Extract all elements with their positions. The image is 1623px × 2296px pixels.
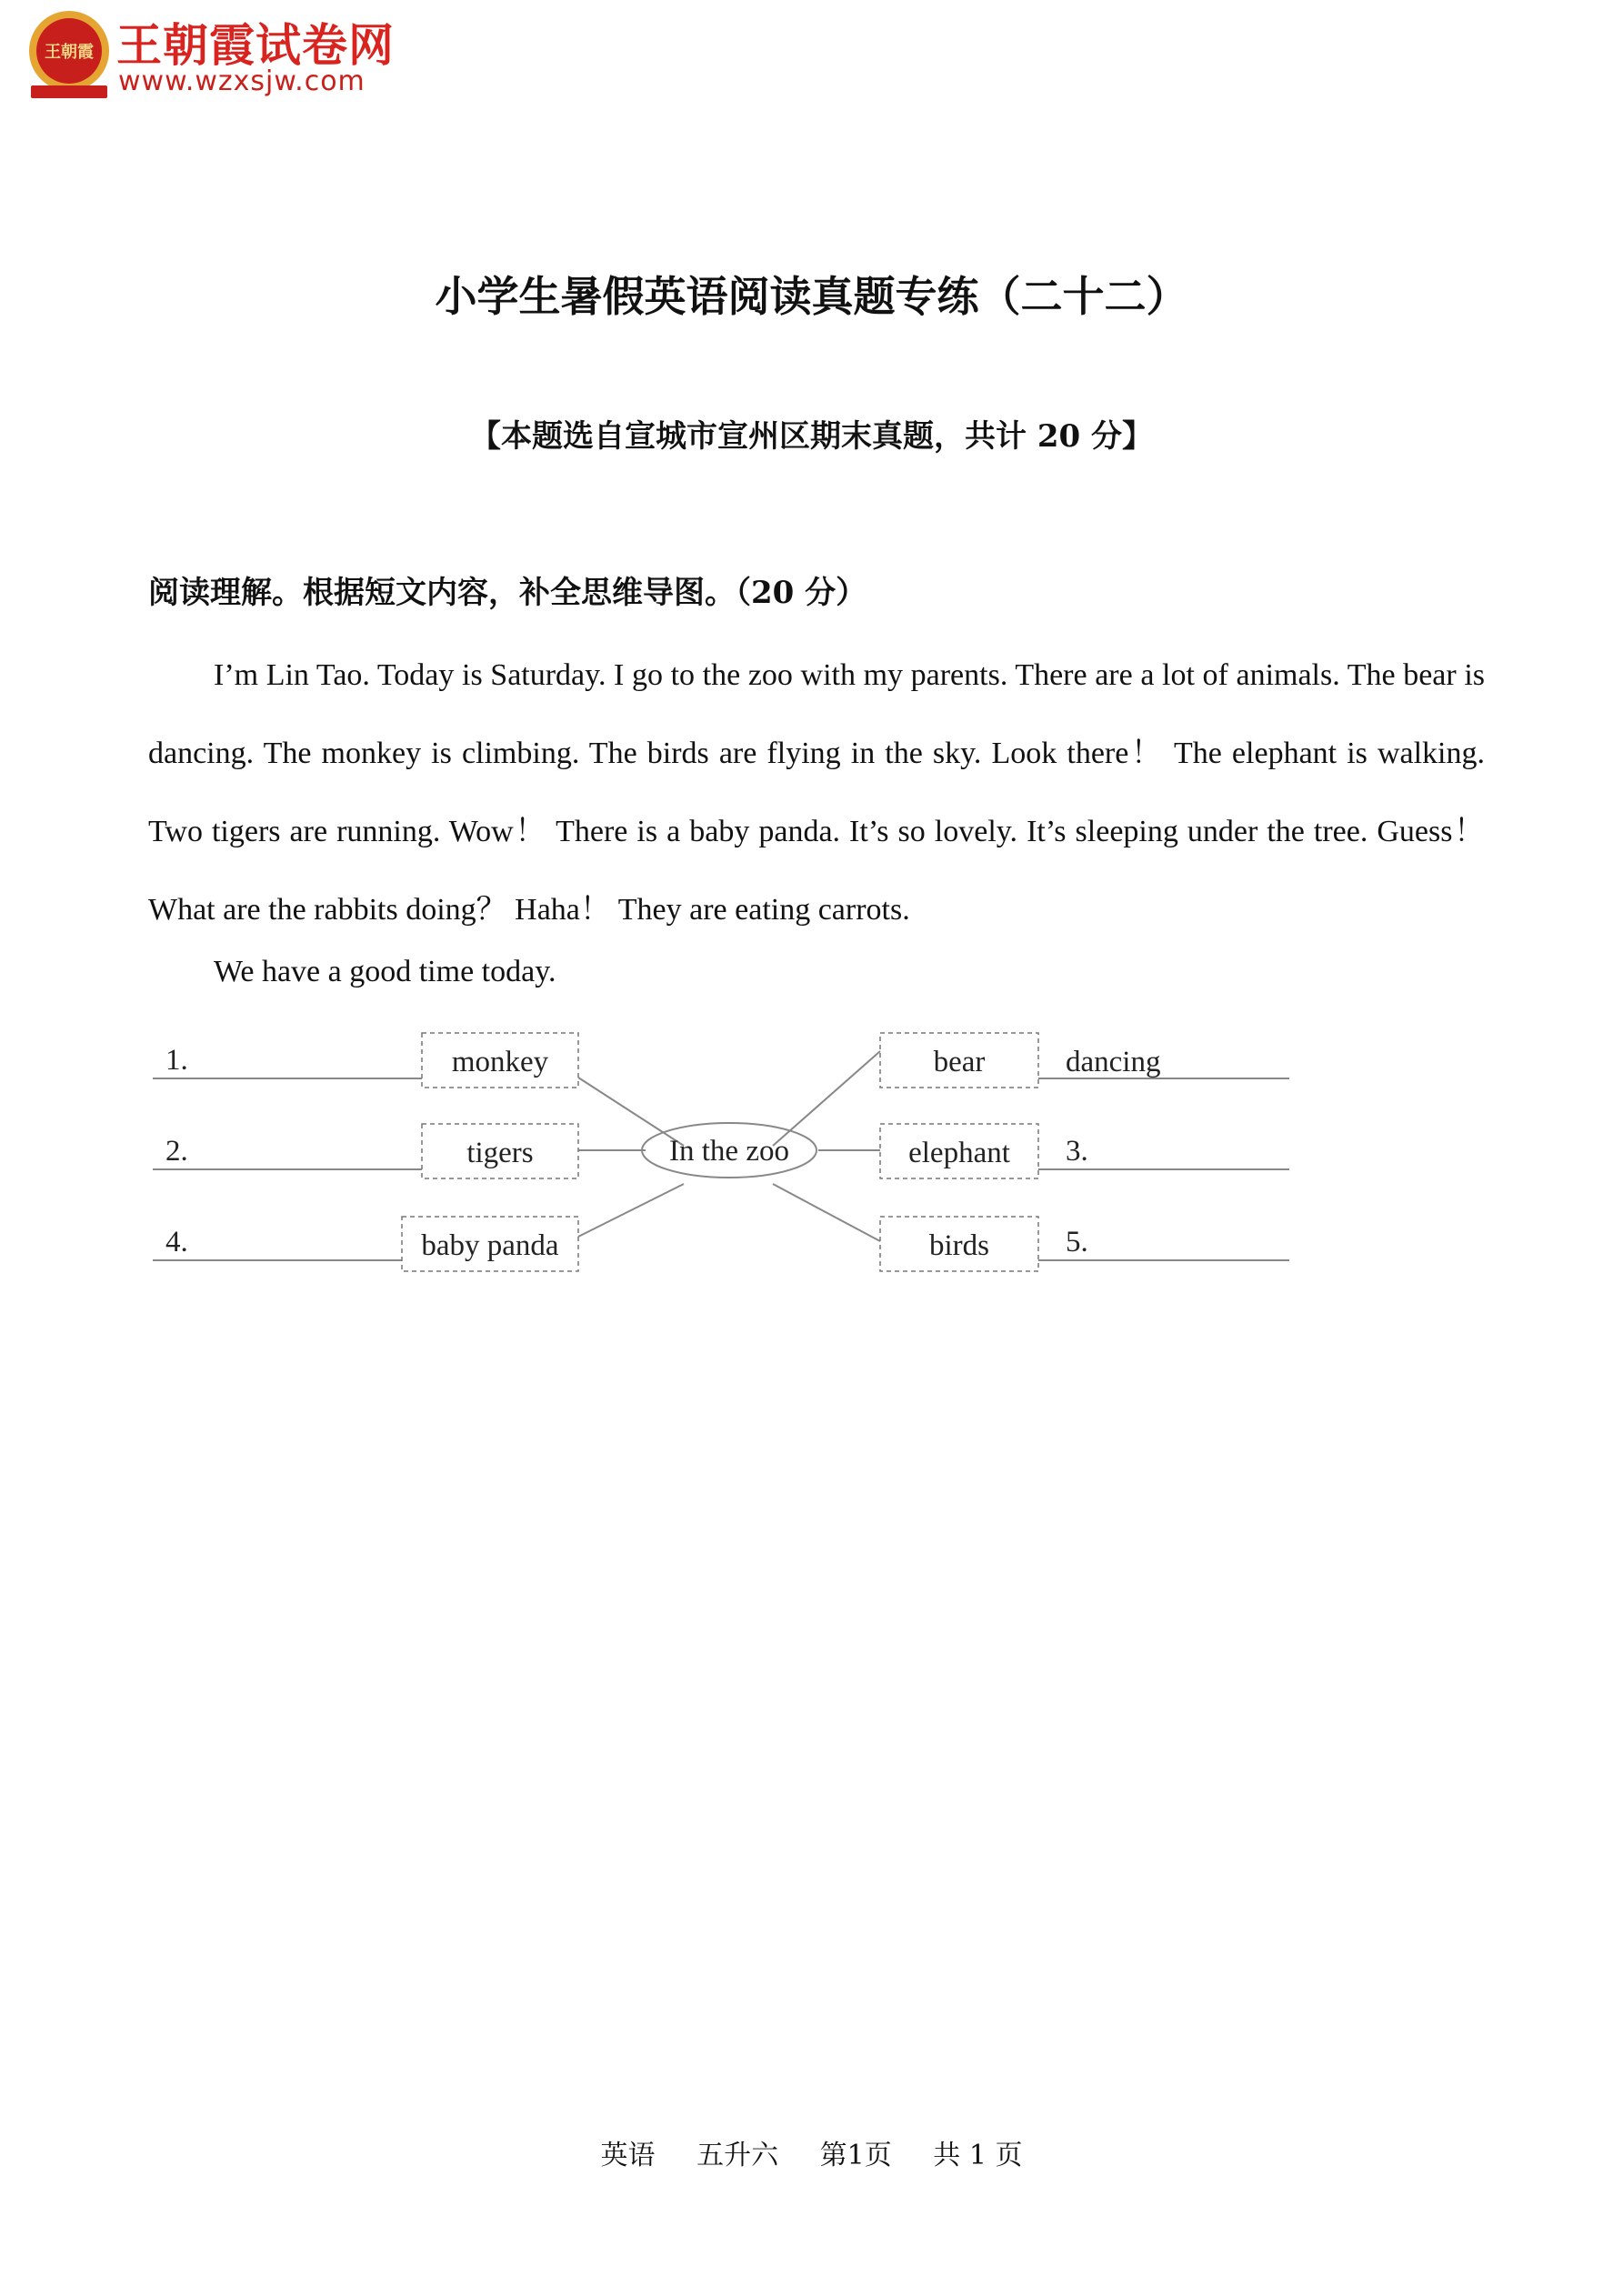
mind-map (136, 1009, 1300, 1300)
footer-subject: 英语 (600, 2140, 656, 2171)
badge-text: 王朝霞 (45, 43, 94, 62)
footer-total: 共 1 页 (933, 2140, 1023, 2171)
page-footer (0, 2132, 1623, 2172)
closing-sentence: We have a good time today. (214, 955, 556, 988)
blank-number: 5. (1066, 1226, 1088, 1258)
page-title: 小学生暑假英语阅读真题专练（二十二） (435, 272, 1188, 321)
instruction: 阅读理解。根据短文内容，补全思维导图。（20 分） (148, 575, 867, 611)
site-url: www.wzxsjw.com (118, 65, 366, 97)
source-note: 【本题选自宣城市宣州区期末真题，共计 20 分】 (470, 418, 1153, 455)
center-label: In the zoo (669, 1135, 789, 1168)
reading-passage: I’m Lin Tao. Today is Saturday. I go to the zoo with my parents. There are a lot of animals. The bear is dancing. The monkey is climbing. The birds are flying in the sky. Look there！ The elephant is walking. Two tigers are running. Wow！ There is a baby panda. It’s so lovely. It’s sleeping under the tree. Guess！ What are the rabbits doing？ Haha！ They are eating carrots. (148, 658, 1485, 927)
blank-number: 3. (1066, 1135, 1088, 1168)
blank-number: 2. (165, 1135, 188, 1168)
footer-page: 第1页 (819, 2140, 892, 2171)
animal-label: baby panda (421, 1229, 559, 1262)
animal-label: elephant (908, 1137, 1010, 1169)
site-logo (25, 7, 407, 105)
animal-label: monkey (451, 1046, 549, 1078)
blank-number: 1. (165, 1044, 188, 1077)
blank-number: 4. (165, 1226, 188, 1258)
animal-label: tigers (466, 1137, 534, 1169)
site-name: 王朝霞试卷网 (116, 19, 395, 72)
animal-label: bear (933, 1046, 986, 1078)
footer-grade: 五升六 (696, 2140, 779, 2171)
animal-label: birds (929, 1229, 989, 1262)
seal-icon (25, 7, 116, 102)
action-label: dancing (1066, 1046, 1161, 1078)
